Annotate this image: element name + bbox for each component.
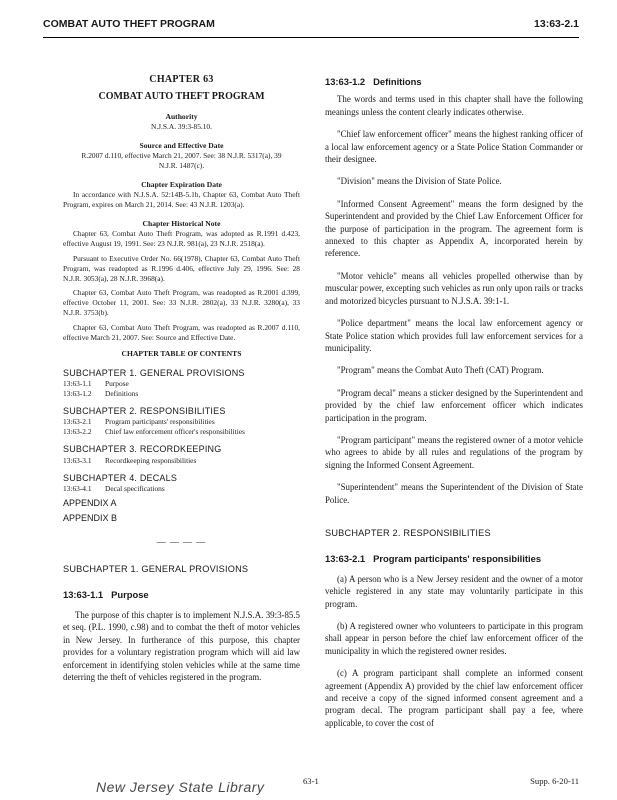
appendix-a[interactable]: APPENDIX A	[63, 497, 117, 508]
source-text: R.2007 d.110, effective March 21, 2007. See: 38 N.J.R. 5317(a), 39 N.J.R. 1487(c).	[81, 151, 282, 171]
section-divider: — — — —	[156, 536, 207, 547]
history-notes	[63, 229, 300, 342]
toc-subchapter-2: SUBCHAPTER 2. RESPONSIBILITIES	[63, 406, 226, 417]
right-column	[325, 76, 583, 739]
header-section: 13:63-2.1	[534, 18, 579, 30]
section-2-1-body	[325, 573, 583, 729]
toc-row[interactable]: 13:63-1.1 Purpose	[63, 379, 129, 389]
chapter-title: COMBAT AUTO THEFT PROGRAM	[98, 91, 265, 103]
history-heading: Chapter Historical Note	[142, 219, 221, 229]
history-note: Chapter 63, Combat Auto Theft Program, was readopted as R.2001 d.399, effective October 11, 2001. See: 33 N.J.R. 2802(a), 33 N.J.R. 3280(a), 33 N.J.R. 3753(b).	[63, 288, 300, 317]
left-column	[63, 74, 300, 693]
supplement-date: Supp. 6-20-11	[530, 776, 579, 786]
definition: "Program" means the Combat Auto Theft (CAT) Program.	[337, 365, 544, 376]
authority-text: N.J.S.A. 39:3-85.10.	[151, 122, 212, 132]
definition: "Chief law enforcement officer" means the highest ranking officer of a local law enforcement agency or a State Police Station Commander or their designee.	[325, 129, 583, 165]
chapter-number: CHAPTER 63	[149, 74, 214, 85]
toc-subchapter-1: SUBCHAPTER 1. GENERAL PROVISIONS	[63, 367, 245, 378]
toc-row[interactable]: 13:63-2.1 Program participants' responsibilities	[63, 417, 215, 427]
history-note: Chapter 63, Combat Auto Theft Program, was readopted as R.2007 d.110, effective March 21, 2007. See: Source and Effective Date.	[63, 322, 300, 342]
appendix-b[interactable]: APPENDIX B	[63, 513, 118, 524]
history-note: Pursuant to Executive Order No. 66(1978), Chapter 63, Combat Auto Theft Program, was readopted as R.1996 d.406, effective July 29, 1996. See: 28 N.J.R. 3053(a), 28 N.J.R. 3968(a).	[63, 254, 300, 283]
definition: "Superintendent" means the Superintendent of the Division of State Police.	[325, 482, 583, 505]
running-header	[43, 18, 579, 34]
section-1-1-body	[63, 609, 300, 683]
definition: The words and terms used in this chapter shall have the following meanings unless the content clearly indicates otherwise.	[325, 94, 583, 117]
section-1-2-heading: 13:63-1.2 Definitions	[325, 76, 422, 87]
subchapter-1-heading: SUBCHAPTER 1. GENERAL PROVISIONS	[63, 564, 249, 575]
toc-row[interactable]: 13:63-1.2 Definitions	[63, 388, 139, 398]
definition: "Motor vehicle" means all vehicles propelled otherwise than by muscular power, excepting such vehicles as run only upon rails or tracks and motorized bicycles pursuant to N.J.S.A. 39:1-1.	[325, 270, 583, 306]
toc-subchapter-4: SUBCHAPTER 4. DECALS	[63, 473, 178, 484]
page-number: 63-1	[303, 776, 319, 786]
paragraph: (c) A program participant shall complete an informed consent agreement (Appendix A) provided by the chief law enforcement officer and receive a copy of the signed informed consent agreement and a program decal. The program participant shall pay a fee, where applicable, to cover the cost of	[325, 668, 583, 728]
expiration-text: In accordance with N.J.S.A. 52:14B-5.1b, Chapter 63, Combat Auto Theft Program, expires on March 21, 2014. See: 43 N.J.R. 1203(a).	[63, 190, 300, 210]
library-watermark: New Jersey State Library	[96, 779, 265, 795]
purpose-paragraph: The purpose of this chapter is to implement N.J.S.A. 39:3-85.5 et seq. (P.L. 1990, c.98) and to combat the theft of motor vehicles in New Jersey. In furtherance of this purpose, this chapter provides for a voluntary registration program which will aid law enforcement in identifying stolen vehicles while at the same time deterring the theft of vehicles registered in the program.	[63, 609, 300, 682]
definitions-body	[325, 93, 583, 506]
section-2-1-heading: 13:63-2.1 Program participants' responsibilities	[325, 553, 542, 565]
header-rule	[43, 37, 579, 38]
paragraph: (b) A registered owner who volunteers to participate in this program shall appear in person before the chief law enforcement officer of the municipality in which the registered owner resides.	[325, 621, 583, 656]
toc-row[interactable]: 13:63-3.1 Recordkeeping responsibilities	[63, 455, 197, 465]
definition: "Informed Consent Agreement" means the form designed by the Superintendent and provided by the Chief Law Enforcement Officer for the purpose of participation in the program. The agreement form is annexed to this chapter as Appendix A, incorporated herein by reference.	[325, 198, 583, 259]
definition: "Program participant" means the registered owner of a motor vehicle who agrees to abide by all rules and regulations of the program by signing the Informed Consent Agreement.	[325, 434, 583, 470]
toc-row[interactable]: 13:63-4.1 Decal specifications	[63, 484, 165, 494]
paragraph: (a) A person who is a New Jersey resident and the owner of a motor vehicle registered in any state may voluntarily participate in this program.	[325, 573, 583, 609]
subchapter-2-heading: SUBCHAPTER 2. RESPONSIBILITIES	[325, 527, 491, 538]
toc-heading: CHAPTER TABLE OF CONTENTS	[121, 349, 242, 359]
section-1-1-heading: 13:63-1.1 Purpose	[63, 589, 149, 601]
definition: "Police department" means the local law enforcement agency or State Police station which provides full law enforcement services for a municipality.	[325, 318, 583, 353]
definition: "Division" means the Division of State Police.	[337, 176, 502, 187]
toc-subchapter-3: SUBCHAPTER 3. RECORDKEEPING	[63, 444, 222, 455]
definition: "Program decal" means a sticker designed by the Superintendent and provided by the chief law enforcement officer which indicates participation in the program.	[325, 387, 583, 423]
authority-heading: Authority	[165, 111, 198, 121]
header-title: COMBAT AUTO THEFT PROGRAM	[43, 18, 215, 30]
toc-row[interactable]: 13:63-2.2 Chief law enforcement officer's responsibilities	[63, 426, 245, 436]
history-note: Chapter 63, Combat Auto Theft Program, was adopted as R.1991 d.423, effective August 19, 1991. See: 23 N.J.R. 981(a), 23 N.J.R. 2518(a).	[63, 229, 300, 249]
expiration-heading: Chapter Expiration Date	[141, 180, 222, 190]
source-heading: Source and Effective Date	[139, 141, 224, 151]
